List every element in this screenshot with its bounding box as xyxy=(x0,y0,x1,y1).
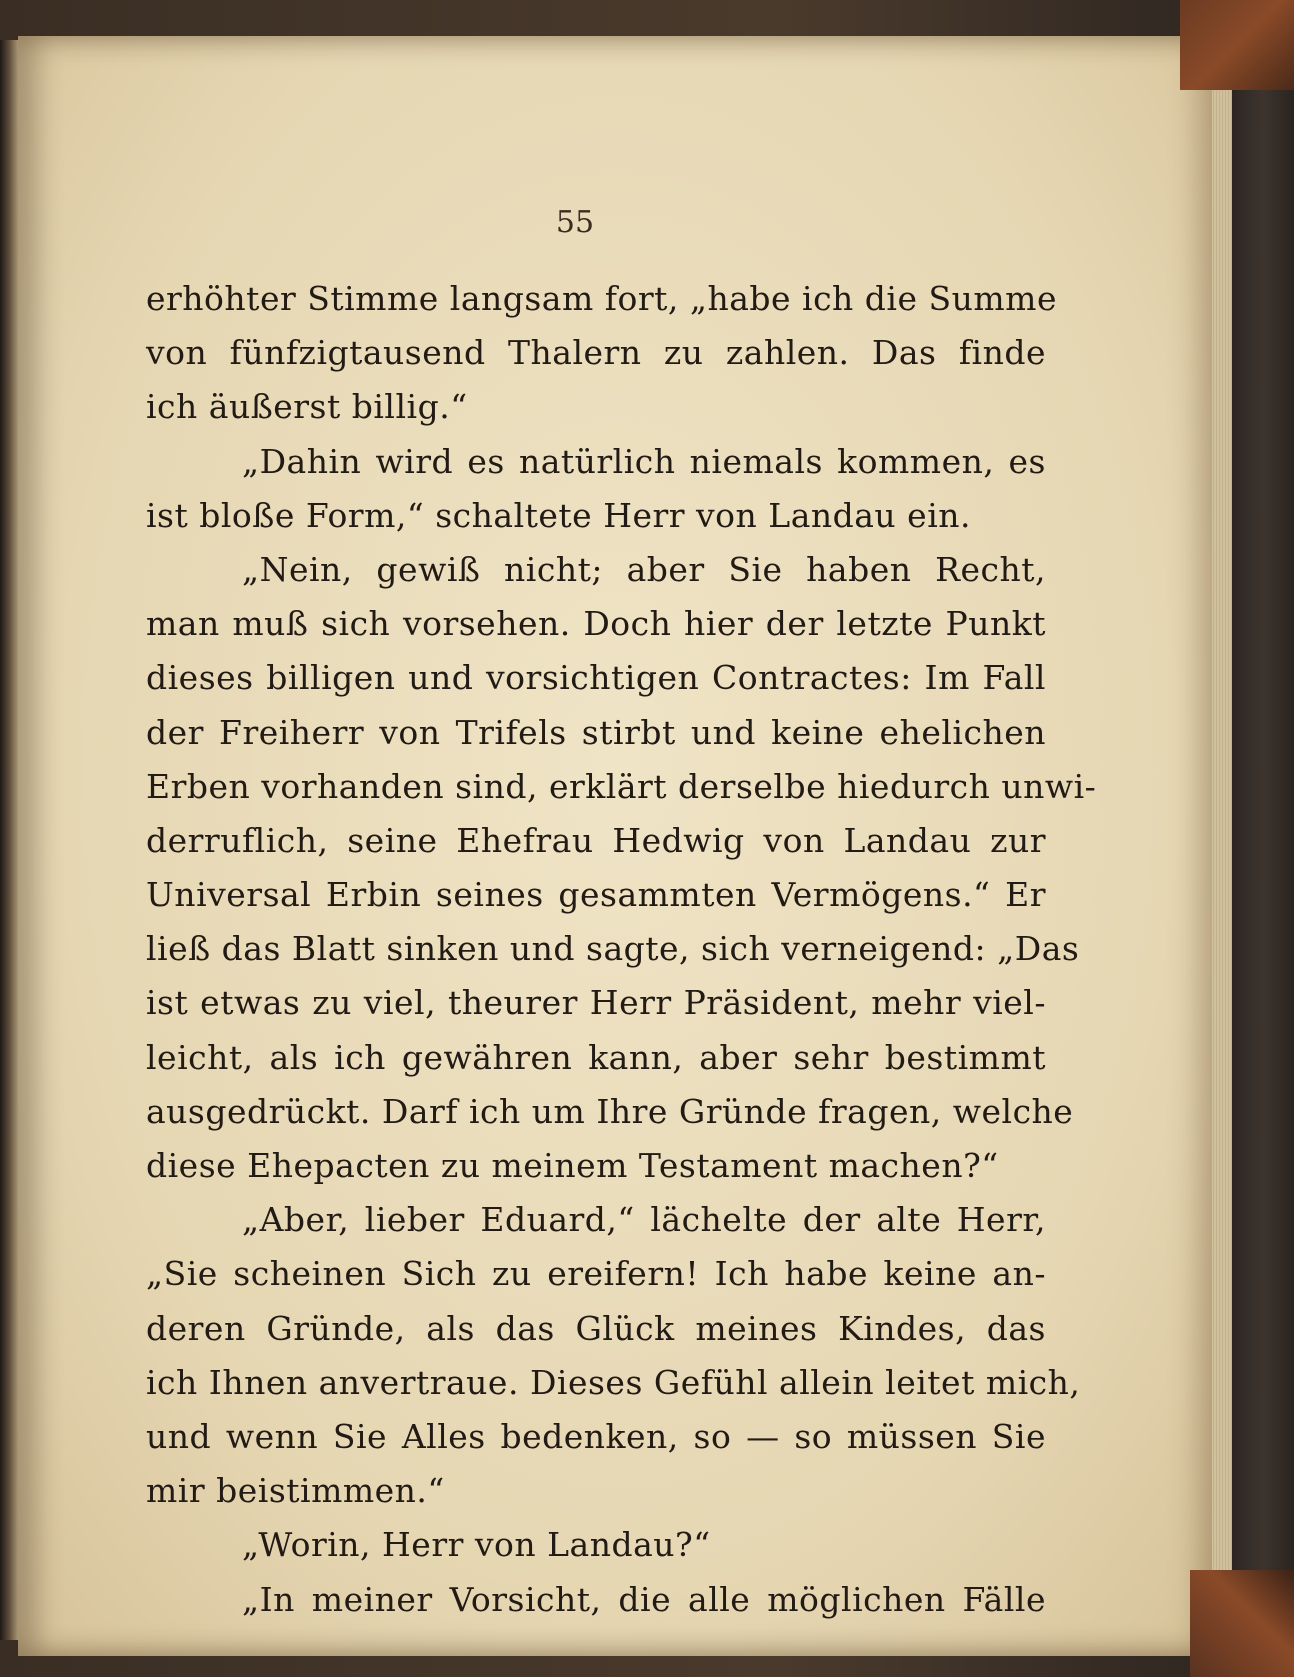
text-line: der Freiherr von Trifels stirbt und keine ehelichen xyxy=(146,712,1046,752)
text-line: man muß sich vorsehen. Doch hier der letzte Punkt xyxy=(146,604,1046,644)
body-text xyxy=(146,272,1097,1627)
text-line: leicht, als ich gewähren kann, aber sehr bestimmt xyxy=(146,1037,1046,1077)
text-line: diese Ehepacten zu meinem Testament machen?“ xyxy=(146,1146,999,1185)
text-line: Universal Erbin seines gesammten Vermögens.“ Er xyxy=(146,875,1046,915)
text-line: mir beistimmen.“ xyxy=(146,1471,445,1511)
cover-corner-top xyxy=(1180,0,1294,90)
text-line: derruflich, seine Ehefrau Hedwig von Landau zur xyxy=(146,820,1046,860)
text-line: Erben vorhanden sind, erklärt derselbe hiedurch unwi- xyxy=(146,766,1097,806)
text-line: ich äußerst billig.“ xyxy=(146,387,468,427)
text-line: „Dahin wird es natürlich niemals kommen, es xyxy=(242,441,1046,481)
page-stack-edge xyxy=(1212,44,1234,1642)
text-line: dieses billigen und vorsichtigen Contractes: Im Fall xyxy=(146,658,1046,698)
book-cover xyxy=(1232,30,1294,1670)
text-line: deren Gründe, als das Glück meines Kindes, das xyxy=(146,1308,1046,1348)
text-line: erhöhter Stimme langsam fort, „habe ich die Summe xyxy=(146,279,1057,318)
text-line: ich Ihnen anvertraue. Dieses Gefühl allein leitet mich, xyxy=(146,1362,1081,1402)
text-line: „Nein, gewiß nicht; aber Sie haben Recht, xyxy=(242,549,1046,589)
text-line: „Worin, Herr von Landau?“ xyxy=(242,1525,711,1565)
text-line: „Aber, lieber Eduard,“ lächelte der alte Herr, xyxy=(242,1200,1046,1240)
cover-corner-bottom xyxy=(1190,1570,1294,1677)
text-line: „Sie scheinen Sich zu ereifern! Ich habe keine an- xyxy=(146,1254,1046,1294)
text-line: von fünfzigtausend Thalern zu zahlen. Das finde xyxy=(146,333,1046,373)
text-line: ausgedrückt. Darf ich um Ihre Gründe fragen, welche xyxy=(146,1091,1074,1131)
text-line: ließ das Blatt sinken und sagte, sich verneigend: „Das xyxy=(146,929,1080,969)
text-line: und wenn Sie Alles bedenken, so — so müssen Sie xyxy=(146,1416,1046,1456)
text-line: ist bloße Form,“ schaltete Herr von Landau ein. xyxy=(146,495,972,535)
page-number: 55 xyxy=(555,205,595,240)
text-line: „In meiner Vorsicht, die alle möglichen Fälle xyxy=(242,1579,1046,1619)
text-line: ist etwas zu viel, theurer Herr Präsident, mehr viel- xyxy=(146,983,1046,1023)
